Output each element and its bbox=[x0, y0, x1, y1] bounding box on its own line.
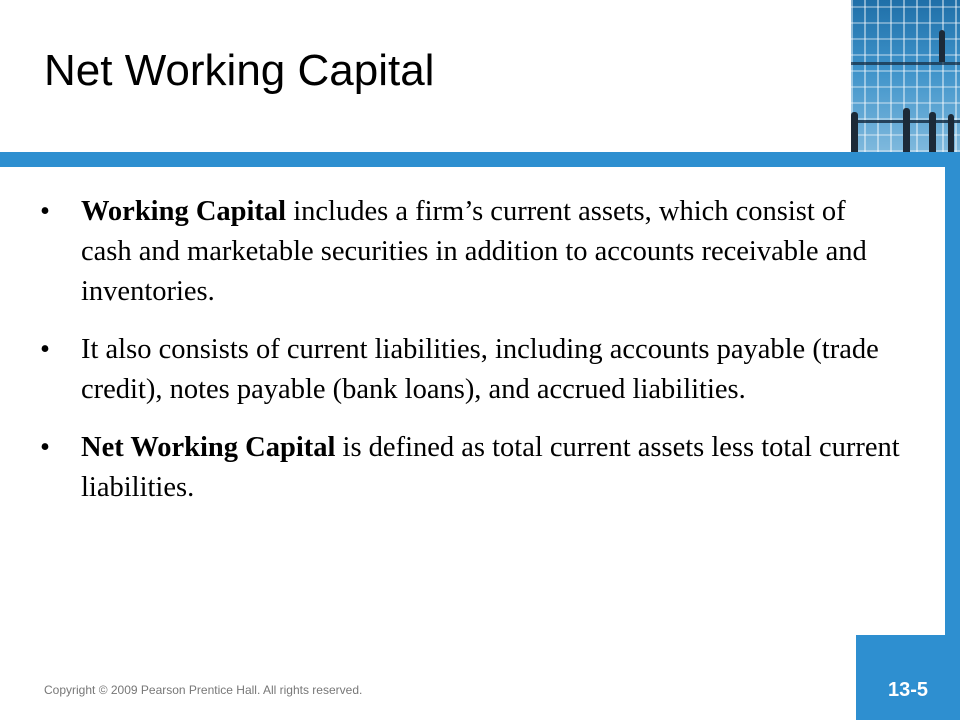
bullet-glyph: • bbox=[40, 432, 50, 463]
bullet-glyph: • bbox=[40, 334, 50, 365]
bullet-list bbox=[40, 192, 900, 526]
bullet-item bbox=[40, 192, 900, 312]
bullet-glyph: • bbox=[40, 196, 50, 227]
header-photo bbox=[851, 0, 960, 152]
bullet-text: includes a firm’s current assets, which consist of cash and marketable securities in addition to accounts receivable and inventories. bbox=[81, 196, 867, 307]
photo-railing-upper bbox=[851, 62, 960, 65]
photo-person-silhouette bbox=[929, 112, 936, 152]
bullet-item bbox=[40, 428, 900, 508]
bullet-term: Working Capital bbox=[81, 196, 287, 227]
slide-title: Net Working Capital bbox=[44, 46, 435, 95]
bullet-text: is defined as total current assets less total current liabilities. bbox=[81, 432, 900, 503]
bullet-item bbox=[40, 330, 900, 410]
photo-person-silhouette bbox=[851, 112, 858, 152]
page-number: 13-5 bbox=[887, 679, 929, 701]
photo-person-silhouette bbox=[939, 30, 945, 62]
footer-panel bbox=[0, 635, 856, 720]
photo-person-silhouette bbox=[903, 108, 910, 152]
photo-person-silhouette bbox=[948, 114, 954, 152]
bullet-text: It also consists of current liabilities, including accounts payable (trade credit), notes payable (bank loans), and accrued liabilities. bbox=[81, 334, 879, 405]
copyright-notice: Copyright © 2009 Pearson Prentice Hall. All rights reserved. bbox=[44, 683, 363, 697]
bullet-term: Net Working Capital bbox=[81, 432, 336, 463]
